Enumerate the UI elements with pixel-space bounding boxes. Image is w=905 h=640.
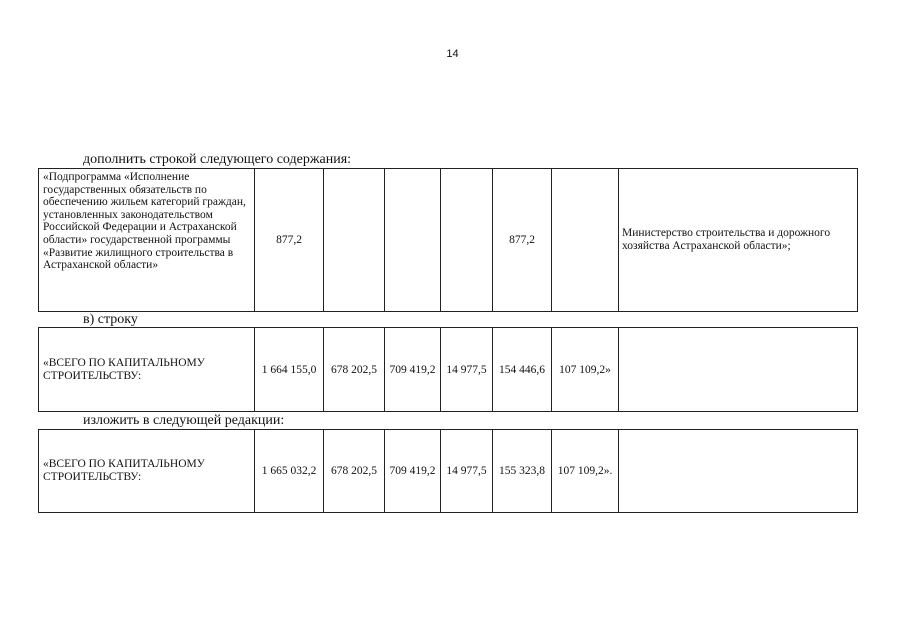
value-cell-3: 709 419,2: [385, 430, 441, 513]
new-total-table: [38, 429, 858, 513]
value-cell-3: [385, 169, 441, 312]
page-number: 14: [446, 48, 459, 60]
value-cell-1: 1 665 032,2: [255, 430, 324, 513]
value-cell-6: 107 109,2»: [552, 328, 619, 412]
value-cell-3: 709 419,2: [385, 328, 441, 412]
value-cell-4: 14 977,5: [441, 328, 493, 412]
instruction-row-v: в) строку: [83, 312, 138, 327]
executor-cell: [619, 328, 858, 412]
value-cell-2: 678 202,5: [324, 430, 385, 513]
instruction-add-row: дополнить строкой следующего содержания:: [83, 152, 352, 167]
instruction-restate: изложить в следующей редакции:: [83, 413, 285, 428]
value-cell-4: 14 977,5: [441, 430, 493, 513]
table-row: [39, 430, 858, 513]
row-name-cell: «Подпрограмма «Исполнение государственных обязательств по обеспечению жильем категорий граждан, установленных законодательством Российской Федерации и Астраханской области» государственной программы «Развитие жилищного строительства в Астраханской области»: [39, 169, 255, 312]
value-cell-5: 154 446,6: [493, 328, 552, 412]
row-name-cell: «ВСЕГО ПО КАПИТАЛЬНОМУ СТРОИТЕЛЬСТВУ:: [39, 328, 255, 412]
value-cell-1: 1 664 155,0: [255, 328, 324, 412]
old-total-table: [38, 327, 858, 412]
table-row: [39, 328, 858, 412]
row-name-cell: «ВСЕГО ПО КАПИТАЛЬНОМУ СТРОИТЕЛЬСТВУ:: [39, 430, 255, 513]
value-cell-6: 107 109,2».: [552, 430, 619, 513]
executor-cell: Министерство строительства и дорожного хозяйства Астраханской области»;: [619, 169, 858, 312]
table-row: [39, 169, 858, 312]
value-cell-6: [552, 169, 619, 312]
value-cell-5: 155 323,8: [493, 430, 552, 513]
value-cell-2: [324, 169, 385, 312]
value-cell-4: [441, 169, 493, 312]
value-cell-5: 877,2: [493, 169, 552, 312]
executor-cell: [619, 430, 858, 513]
added-row-table: [38, 168, 858, 312]
value-cell-1: 877,2: [255, 169, 324, 312]
value-cell-2: 678 202,5: [324, 328, 385, 412]
